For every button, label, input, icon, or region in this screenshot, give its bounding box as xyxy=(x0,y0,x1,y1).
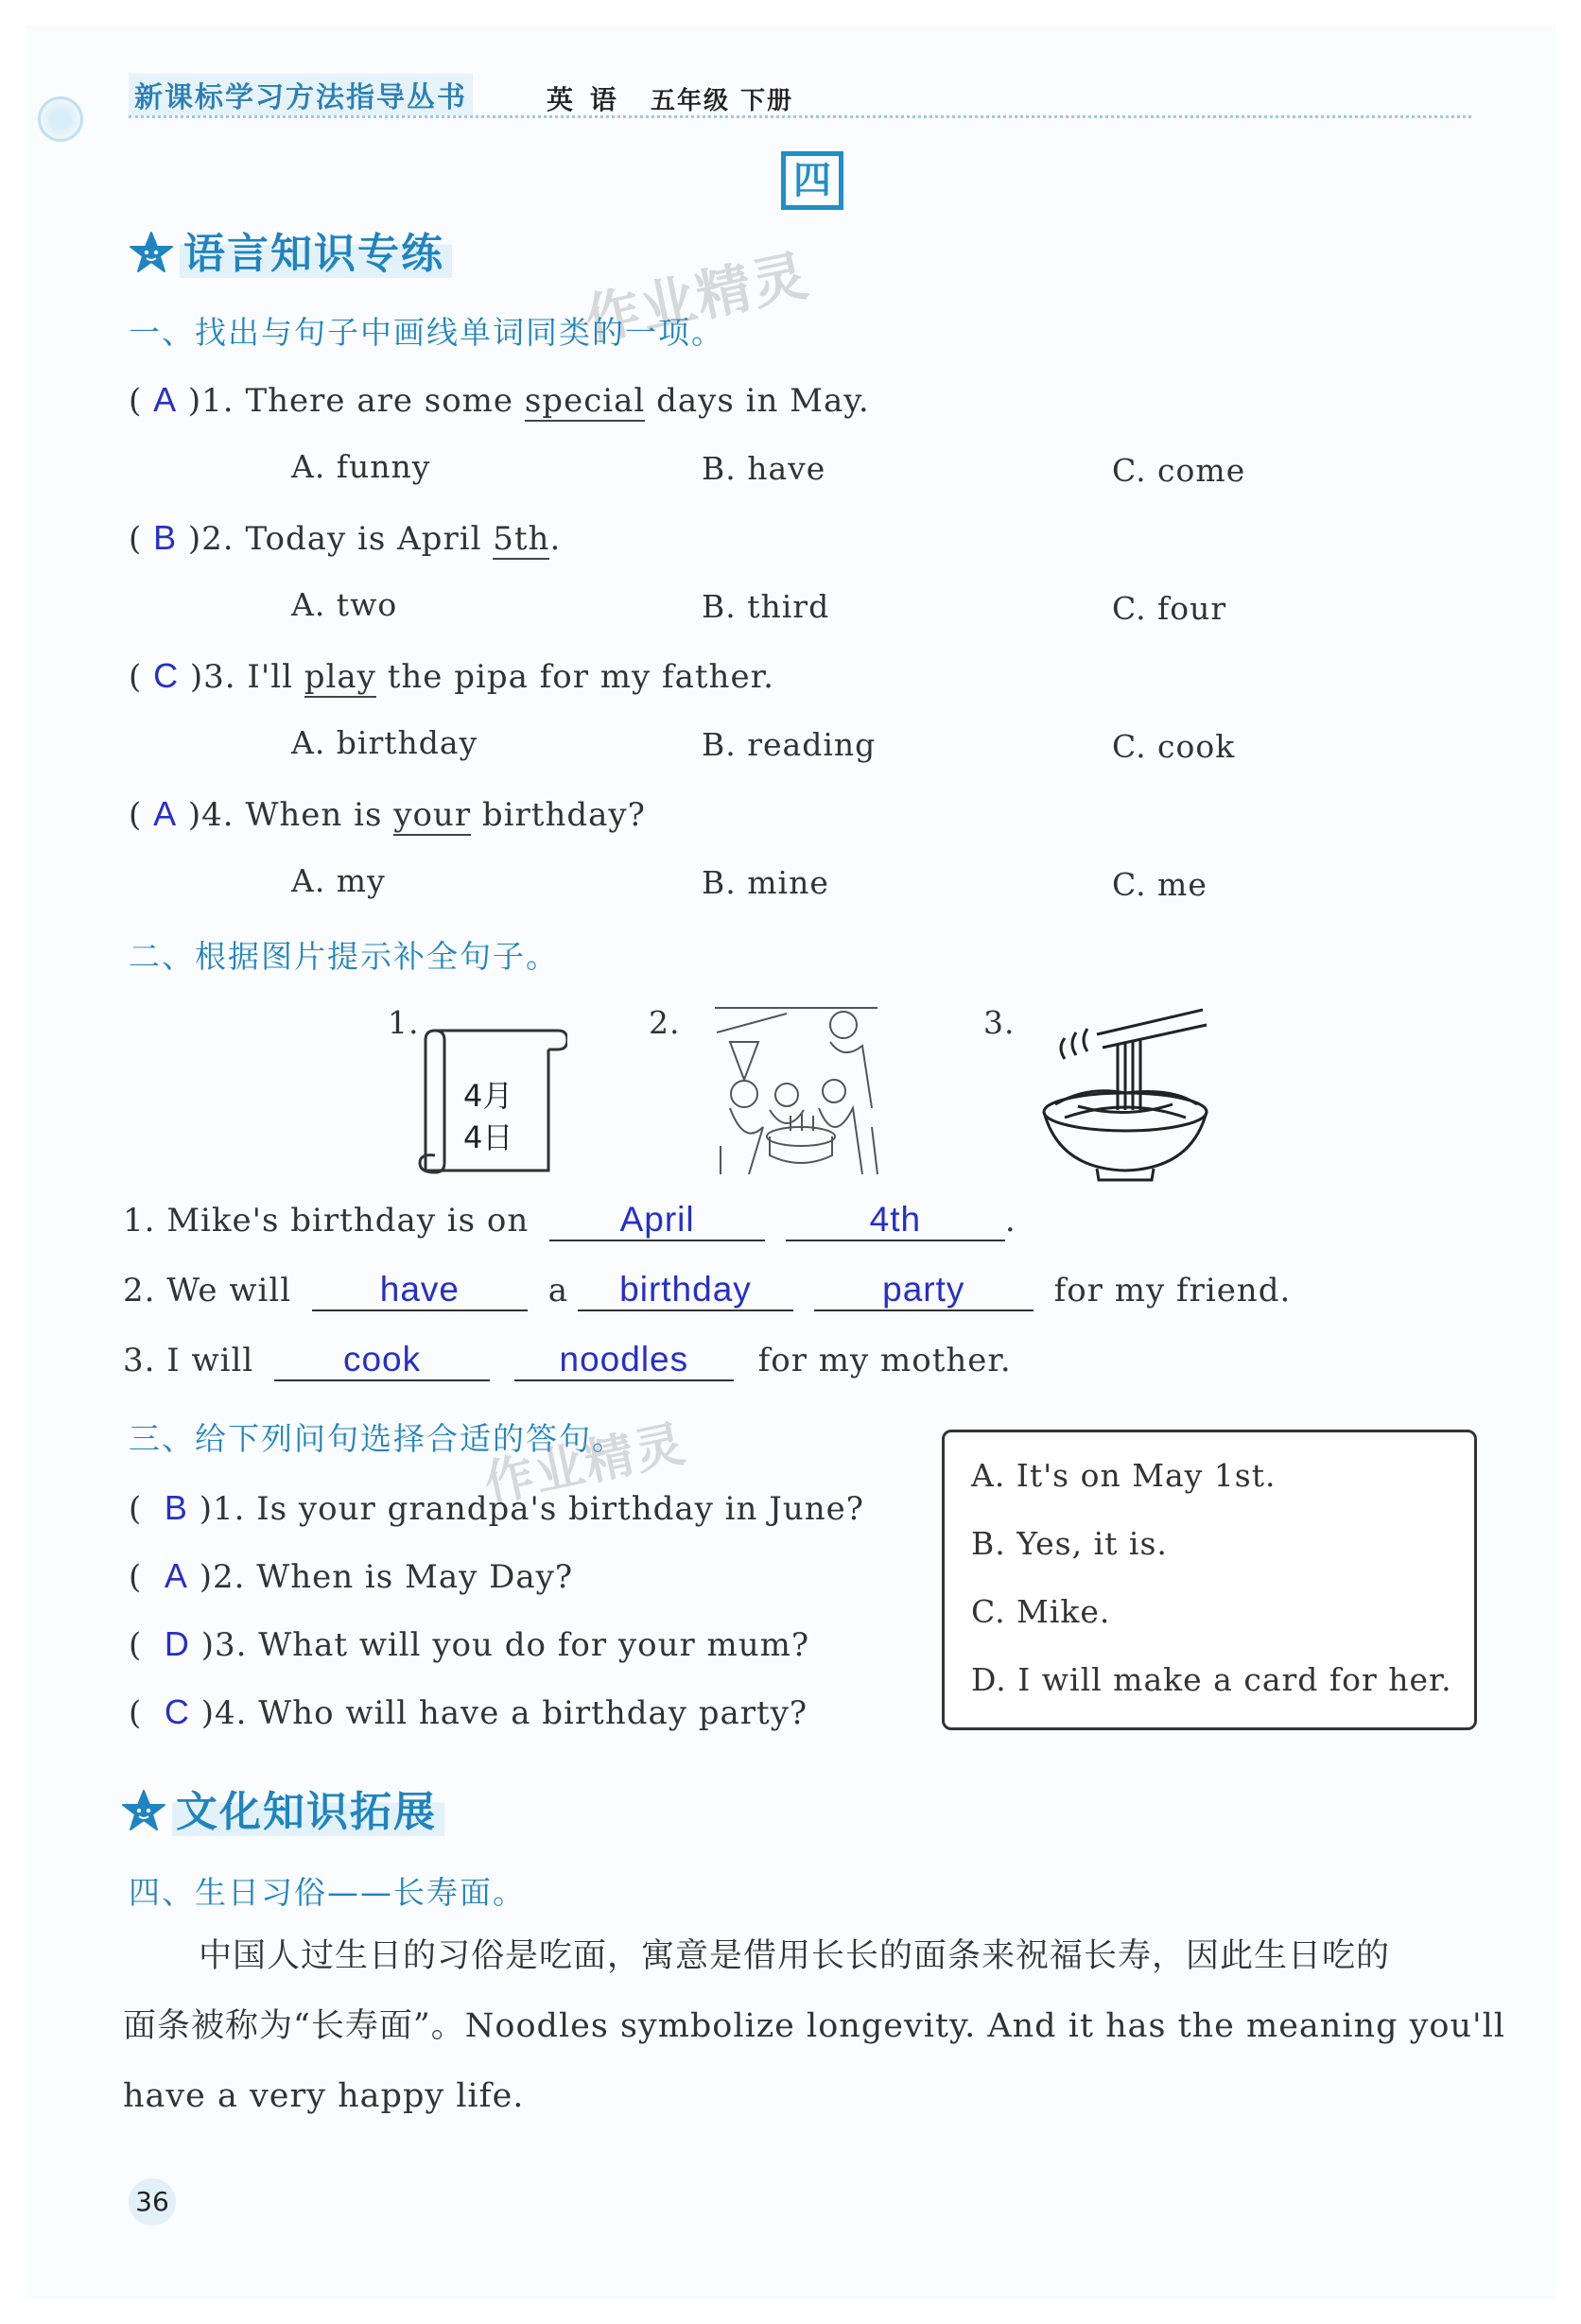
blank: party xyxy=(814,1271,1034,1311)
section-language-title xyxy=(129,219,452,280)
question-1: ( A )1. There are some special days in May. xyxy=(129,380,870,420)
option-b: B. reading xyxy=(702,726,877,763)
birthday-party-illustration xyxy=(711,1004,881,1178)
choice-a: A. It's on May 1st. xyxy=(971,1457,1277,1494)
choice-d: D. I will make a card for her. xyxy=(971,1661,1452,1698)
option-b: B. mine xyxy=(702,864,829,901)
match-question-3: ( D )3. What will you do for your mum? xyxy=(129,1624,810,1664)
blank: cook xyxy=(274,1341,490,1381)
blank: 4th xyxy=(786,1201,1005,1241)
answer: B xyxy=(164,1488,188,1527)
part2-heading: 二、根据图片提示补全句子。 xyxy=(129,938,559,975)
unit-title: 四 xyxy=(781,151,843,210)
underlined-word: 5th xyxy=(493,520,550,558)
answer: C xyxy=(164,1692,190,1731)
option-a: A. birthday xyxy=(291,724,478,761)
paragraph-line-2: 面条被称为“长寿面”。Noodles symbolize longevity. And it has the meaning you'll xyxy=(123,2007,1505,2045)
answer-choices-box xyxy=(942,1430,1477,1730)
grade-label: 五年级 下册 xyxy=(651,87,794,115)
picture-1-number: 1. xyxy=(388,1004,420,1041)
question-4: ( A )4. When is your birthday? xyxy=(129,794,646,834)
calendar-month: 4月 xyxy=(463,1078,513,1114)
choice-c: C. Mike. xyxy=(971,1593,1111,1630)
option-b: B. have xyxy=(702,450,826,487)
option-c: C. cook xyxy=(1112,728,1236,765)
header-divider xyxy=(129,115,1471,118)
corner-decoration xyxy=(38,96,83,142)
blank: have xyxy=(312,1271,528,1311)
underlined-word: special xyxy=(524,382,646,420)
option-b: B. third xyxy=(702,588,830,625)
section-title-text: 语言知识专练 xyxy=(180,230,452,278)
watermark: 作业精灵 xyxy=(579,242,815,354)
fill-sentence-3: 3. I will cook noodles for my mother. xyxy=(123,1340,1012,1379)
answer: A xyxy=(164,1556,188,1595)
blank: noodles xyxy=(514,1341,734,1381)
blank: April xyxy=(549,1201,765,1241)
option-c: C. come xyxy=(1112,452,1246,489)
part3-heading: 三、给下列问句选择合适的答句。 xyxy=(129,1420,625,1457)
page-number: 36 xyxy=(129,2178,176,2226)
part4-heading: 四、生日习俗——长寿面。 xyxy=(129,1874,526,1911)
answer: D xyxy=(164,1624,190,1663)
answer: C xyxy=(153,656,180,695)
picture-3-number: 3. xyxy=(983,1004,1016,1041)
underlined-word: your xyxy=(393,796,472,834)
section-title-text: 文化知识拓展 xyxy=(172,1788,444,1836)
fill-sentence-1: 1. Mike's birthday is on April 4th . xyxy=(123,1200,1016,1240)
paragraph-line-3: have a very happy life. xyxy=(123,2077,525,2115)
question-2: ( B )2. Today is April 5th. xyxy=(129,518,562,558)
answer: A xyxy=(153,794,178,833)
section-culture-title xyxy=(121,1778,444,1838)
answer: B xyxy=(153,518,178,557)
option-a: A. funny xyxy=(291,448,431,485)
underlined-word: play xyxy=(304,658,376,696)
picture-2-number: 2. xyxy=(649,1004,681,1041)
part1-heading: 一、找出与句子中画线单词同类的一项。 xyxy=(129,314,724,351)
fill-sentence-2: 2. We will have a birthday party for my friend. xyxy=(123,1270,1292,1309)
option-a: A. two xyxy=(291,586,398,623)
match-question-4: ( C )4. Who will have a birthday party? xyxy=(129,1692,808,1732)
subject-label: 英 语 xyxy=(547,84,620,115)
option-a: A. my xyxy=(291,862,386,899)
paragraph-line-1: 中国人过生日的习俗是吃面，寓意是借用长长的面条来祝福长寿，因此生日吃的 xyxy=(199,1937,1391,1975)
calendar-day: 4日 xyxy=(463,1119,513,1155)
star-icon xyxy=(121,1788,166,1833)
choice-b: B. Yes, it is. xyxy=(971,1525,1168,1562)
match-question-2: ( A )2. When is May Day? xyxy=(129,1556,574,1596)
option-c: C. four xyxy=(1112,590,1227,627)
blank: birthday xyxy=(578,1271,793,1311)
option-c: C. me xyxy=(1112,866,1207,903)
series-title: 新课标学习方法指导丛书 xyxy=(129,74,473,115)
noodle-bowl-icon xyxy=(1031,1006,1210,1182)
question-3: ( C )3. I'll play the pipa for my father. xyxy=(129,656,774,696)
star-icon xyxy=(129,230,174,275)
answer: A xyxy=(153,380,178,419)
match-question-1: ( B )1. Is your grandpa's birthday in June? xyxy=(129,1488,865,1528)
watermark: 作业精灵 xyxy=(479,1415,692,1514)
